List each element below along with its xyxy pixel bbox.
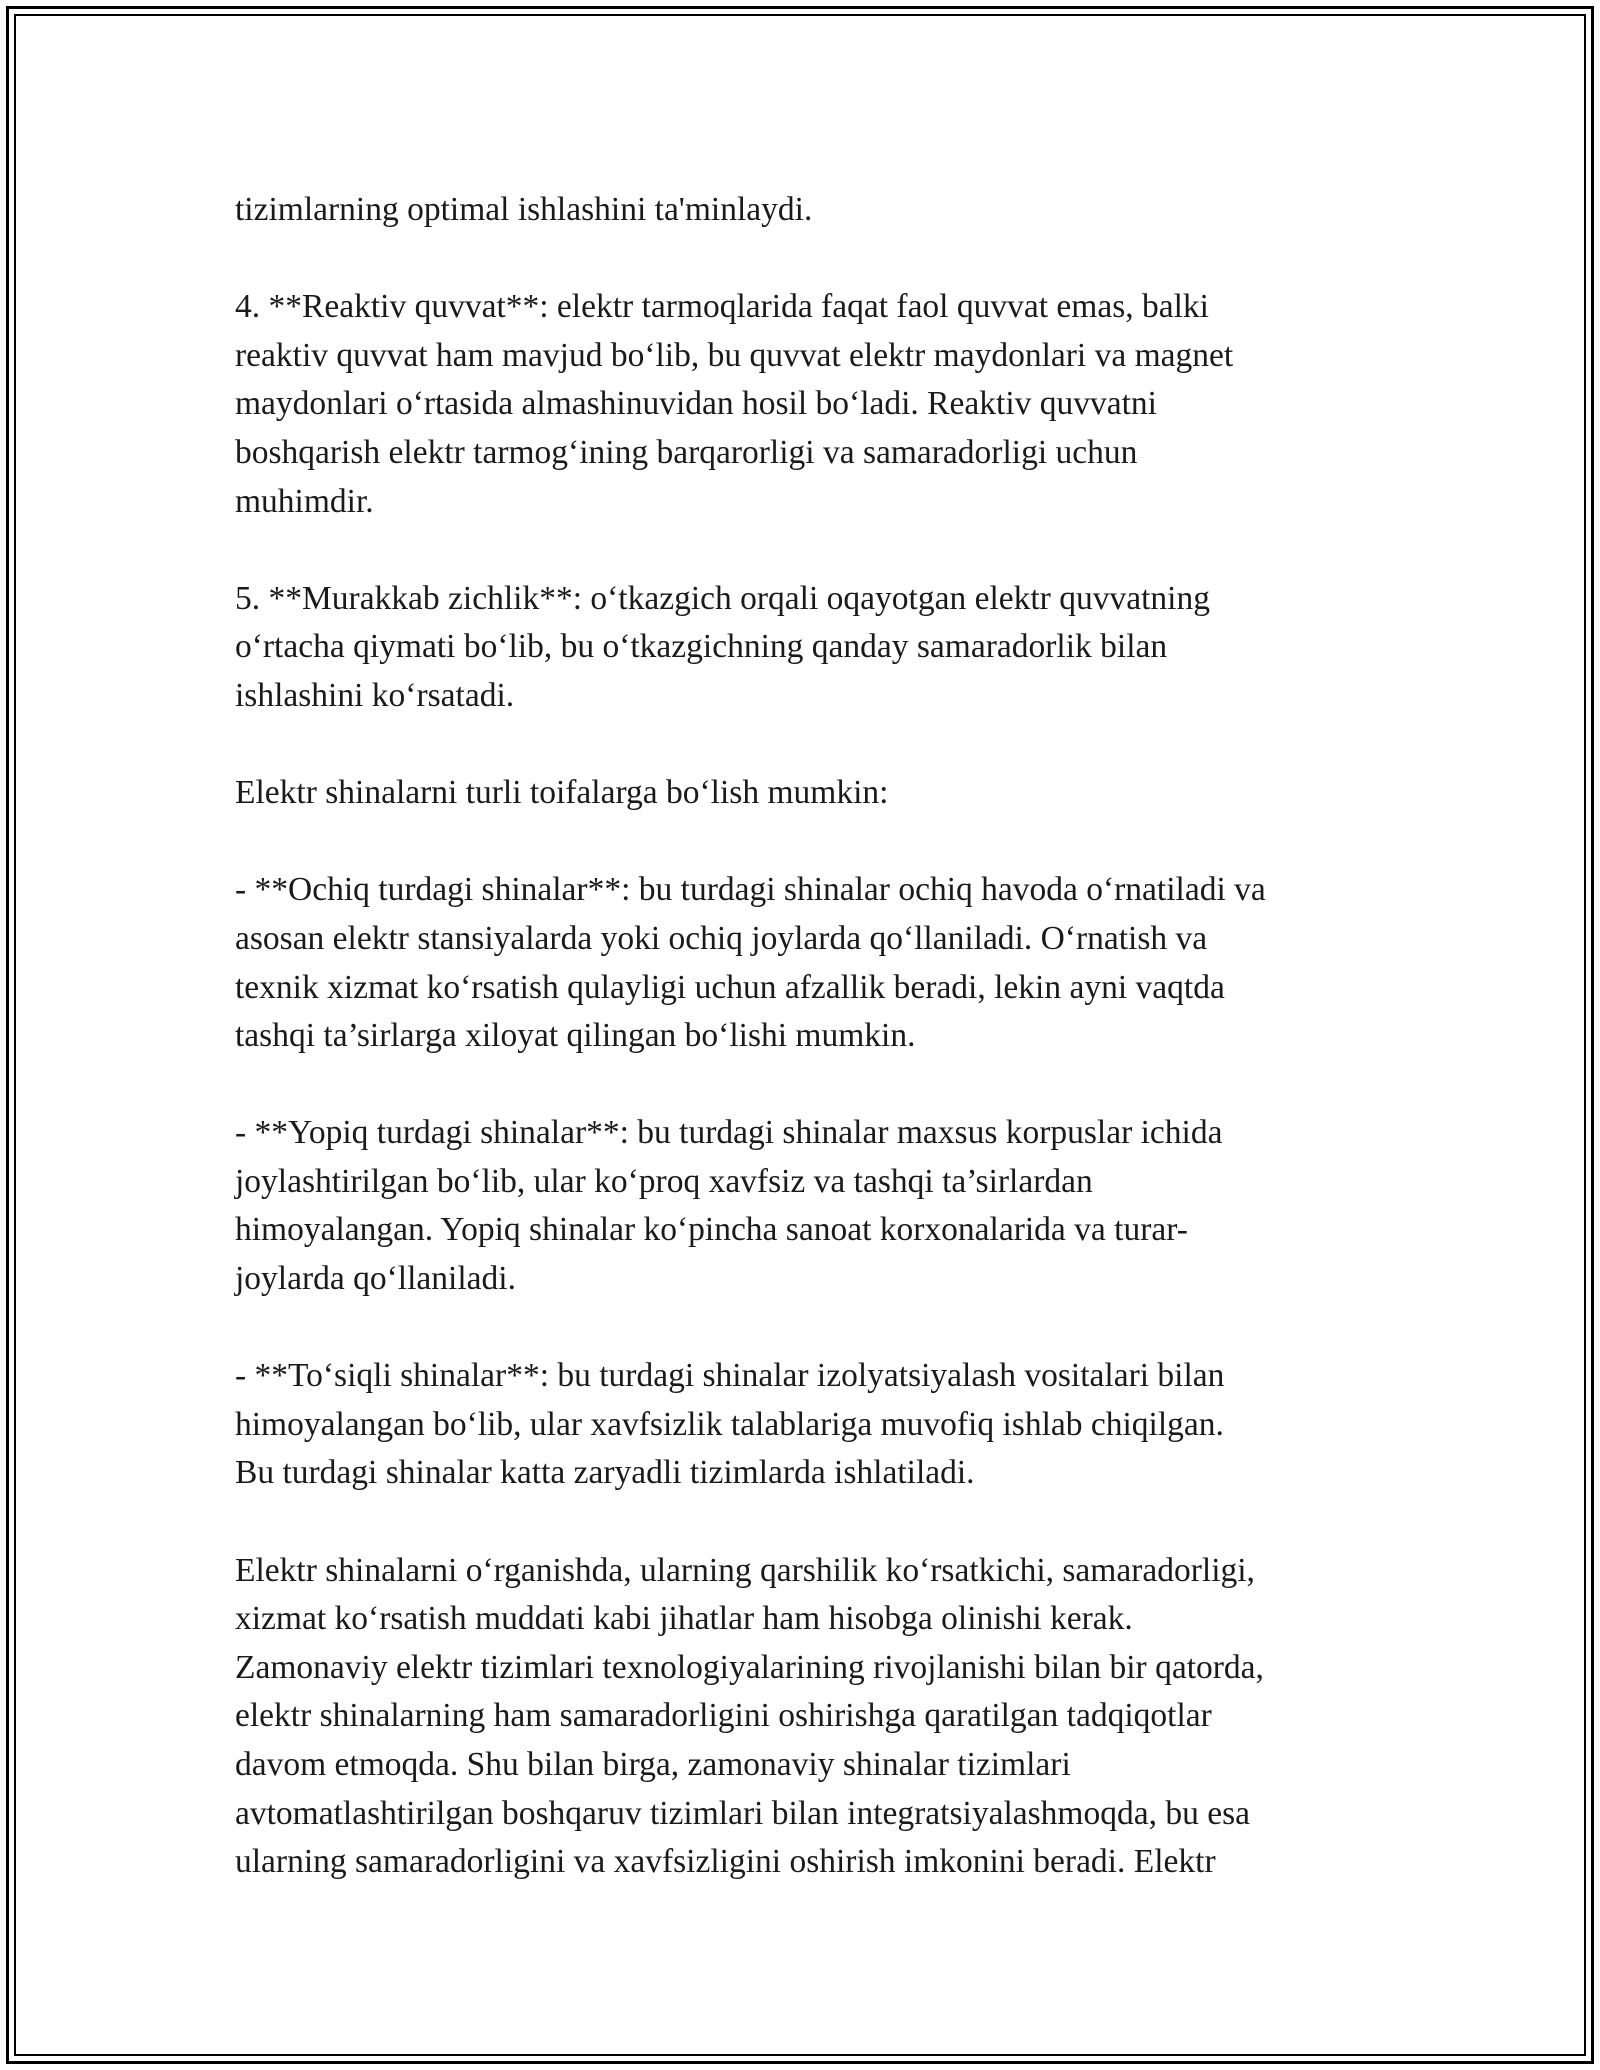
text-line: 4. **Reaktiv quvvat**: elektr tarmoqlarida faqat faol quvvat emas, balki [235, 288, 1209, 326]
paragraph-categories-intro [235, 769, 1375, 818]
text-line: 5. **Murakkab zichlik**: o‘tkazgich orqali oqayotgan elektr quvvatning [235, 579, 1210, 617]
text-line: joylarda qo‘llaniladi. [235, 1260, 516, 1298]
text-line: o‘rtacha qiymati bo‘lib, bu o‘tkazgichning qanday samaradorlik bilan [235, 628, 1168, 666]
text-line: - **Ochiq turdagi shinalar**: bu turdagi shinalar ochiq havoda o‘rnatiladi va [235, 871, 1266, 909]
text-line: asosan elektr stansiyalarda yoki ochiq joylarda qo‘llaniladi. O‘rnatish va [235, 919, 1208, 957]
paragraph-conclusion [235, 1547, 1375, 1887]
text-line: tashqi ta’sirlarga xiloyat qilingan bo‘lishi mumkin. [235, 1017, 916, 1055]
text-line: Elektr shinalarni o‘rganishda, ularning qarshilik ko‘rsatkichi, samaradorligi, [235, 1551, 1255, 1589]
paragraph-barrier-busbars [235, 1352, 1375, 1498]
text-line: maydonlari o‘rtasida almashinuvidan hosil bo‘ladi. Reaktiv quvvatni [235, 385, 1157, 423]
text-line: tizimlarning optimal ishlashini ta'minlaydi. [235, 191, 813, 228]
text-line: avtomatlashtirilgan boshqaruv tizimlari bilan integratsiyalashmoqda, bu esa [235, 1794, 1250, 1832]
text-line: - **To‘siqli shinalar**: bu turdagi shinalar izolyatsiyalash vositalari bilan [235, 1357, 1225, 1395]
paragraph-complex-density [235, 575, 1375, 721]
text-line: elektr shinalarning ham samaradorligini oshirishga qaratilgan tadqiqotlar [235, 1697, 1212, 1735]
text-line: texnik xizmat ko‘rsatish qulayligi uchun afzallik beradi, lekin ayni vaqtda [235, 968, 1225, 1006]
text-line: himoyalangan. Yopiq shinalar ko‘pincha sanoat korxonalarida va turar- [235, 1211, 1188, 1249]
text-line: davom etmoqda. Shu bilan birga, zamonaviy shinalar tizimlari [235, 1746, 1071, 1783]
document-body [235, 186, 1375, 1935]
paragraph-open-busbars [235, 866, 1375, 1060]
text-line: himoyalangan bo‘lib, ular xavfsizlik talablariga muvofiq ishlab chiqilgan. [235, 1405, 1224, 1443]
text-line: xizmat ko‘rsatish muddati kabi jihatlar ham hisobga olinishi kerak. [235, 1600, 1133, 1638]
text-line: - **Yopiq turdagi shinalar**: bu turdagi shinalar maxsus korpuslar ichida [235, 1114, 1223, 1152]
text-line: muhimdir. [235, 482, 374, 520]
text-line: Bu turdagi shinalar katta zaryadli tizimlarda ishlatiladi. [235, 1454, 975, 1492]
text-line: Zamonaviy elektr tizimlari texnologiyalarining rivojlanishi bilan bir qatorda, [235, 1648, 1264, 1686]
paragraph-intro-end [235, 186, 1375, 235]
paragraph-closed-busbars [235, 1109, 1375, 1303]
text-line: Elektr shinalarni turli toifalarga bo‘lish mumkin: [235, 774, 889, 812]
text-line: ishlashini ko‘rsatadi. [235, 676, 515, 714]
text-line: ularning samaradorligini va xavfsizligini oshirish imkonini beradi. Elektr [235, 1843, 1216, 1881]
text-line: reaktiv quvvat ham mavjud bo‘lib, bu quvvat elektr maydonlari va magnet [235, 336, 1234, 374]
paragraph-reactive-power [235, 283, 1375, 526]
text-line: joylashtirilgan bo‘lib, ular ko‘proq xavfsiz va tashqi ta’sirlardan [235, 1162, 1093, 1200]
text-line: boshqarish elektr tarmog‘ining barqarorligi va samaradorligi uchun [235, 433, 1138, 471]
